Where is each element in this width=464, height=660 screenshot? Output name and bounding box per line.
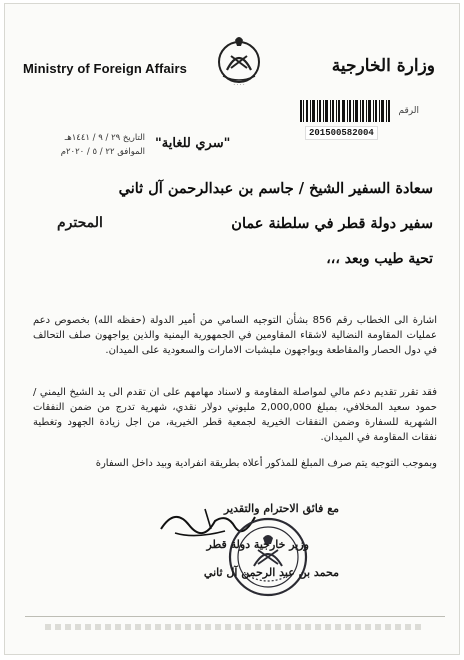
footer-divider <box>25 616 445 617</box>
honorific: المحترم <box>57 215 103 231</box>
body-paragraph-3: وبموجب التوجيه يتم صرف المبلغ للمذكور أعلاه بطريقة انفرادية وبيد داخل السفارة <box>95 458 437 469</box>
signatory-name: محمد بن عبد الرحمن آل ثاني <box>203 566 339 579</box>
ministry-name-arabic: وزارة الخارجية <box>331 56 435 76</box>
signatory-title: وزير خارجية دولة قطر <box>206 538 309 551</box>
barcode-number: 201500582004 <box>305 126 378 140</box>
addressee-line: سعادة السفير الشيخ / جاسم بن عبدالرحمن آل ثاني <box>118 180 433 197</box>
date-block <box>35 131 145 159</box>
letter-page <box>4 3 460 655</box>
official-seal-icon <box>227 516 309 598</box>
qatar-emblem-icon <box>213 32 265 88</box>
body-paragraph-2: فقد تقرر تقديم دعم مالي لمواصلة المقاومة و لاسناد مهامهم على ان تقدم الى يد الشيخ اليمني / حمود سعيد المخلافي، بمبلغ 2,000,000 مليوني دولار نقدي، شهرية تدرج من ضمن النفقات الشهرية للسفارة وضمن النفقات الخيرية لجمعية قطر الخيرية، من اجل زيادة الجهود وتغطية نفقات المقاومة في الميدان. <box>33 387 437 443</box>
date-hijri: التاريخ ٢٩ / ٩ / ١٤٤١هـ <box>64 133 145 143</box>
greeting: تحية طيب وبعد ،،، <box>326 251 433 267</box>
svg-text:· · · ·: · · · · <box>233 82 245 88</box>
ministry-name-english: Ministry of Foreign Affairs <box>23 61 188 76</box>
footer-faint-text <box>45 624 425 630</box>
date-gregorian: الموافق ٢٢ / ٥ / ٢٠٢٠م <box>60 147 145 157</box>
classification-label: "سري للغاية" <box>155 136 231 151</box>
closing-regards: مع فائق الاحترام والتقدير <box>224 502 339 515</box>
addressee-title: سفير دولة قطر في سلطنة عمان <box>231 215 433 232</box>
barcode-icon <box>300 100 390 122</box>
reference-label: الرقم <box>398 106 419 116</box>
body-paragraph-1: اشارة الى الخطاب رقم 856 بشأن التوجيه السامي من أمير الدولة (حفظه الله) بخصوص دعم عمليات المقاومة النضالية لاشقاء المقاومين في الجمهورية اليمنية والذين يواجهون صلف التحالف في دول الحصار والمقاطعة ويواجهون مليشيات الامارات والسعودية على الميدان. <box>33 315 438 356</box>
